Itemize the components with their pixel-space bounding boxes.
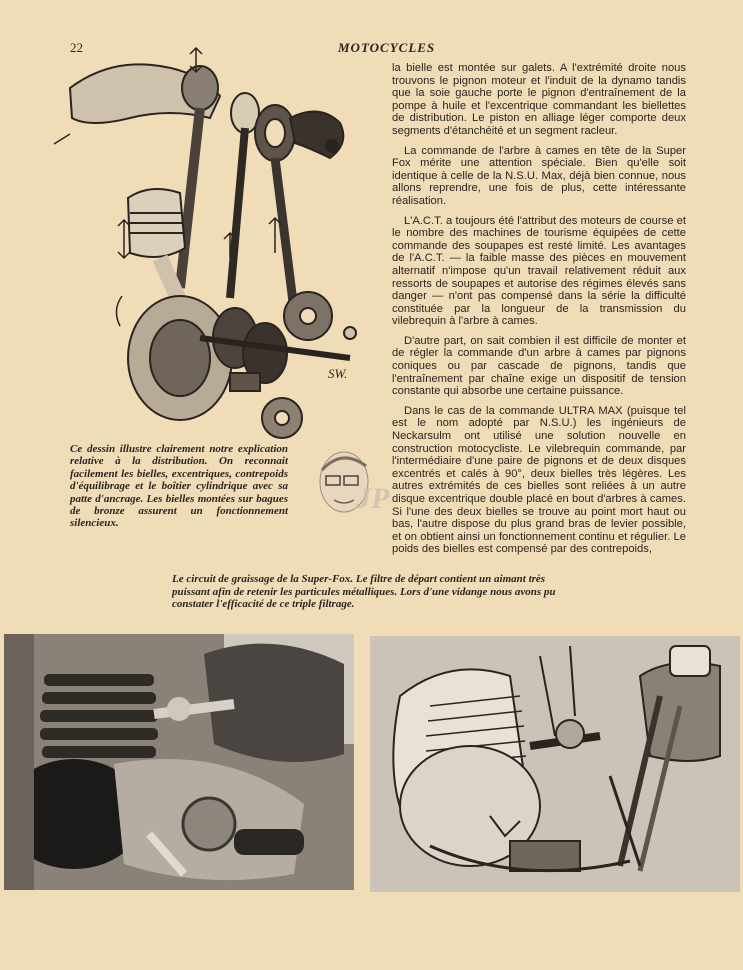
lubrication-circuit-drawing xyxy=(370,636,740,892)
engine-photo xyxy=(4,634,354,890)
page-number: 22 xyxy=(70,40,83,55)
article-paragraph: La commande de l'arbre à cames en tête de la Super Fox mérite une attention spéciale. Bien qu'elle soit identique à celle de la N.S.U. Max, déjà bien connue, nous allons reprendre, une fois de plus, cette intéressante réalisation. xyxy=(392,144,686,207)
article-paragraph: la bielle est montée sur galets. A l'extrémité droite nous trouvons le pignon moteur et l'induit de la dynamo tandis que la soie gauche porte le pignon d'entraînement de la pompe à huile et l'excentrique commandant les biellettes de distribution. Le piston en alliage léger comporte deux segments d'étanchéité et un segment racleur. xyxy=(392,62,686,137)
distribution-exploded-drawing xyxy=(50,48,380,436)
lubrication-circuit-caption: Le circuit de graissage de la Super-Fox. Le filtre de départ contient un aimant très puissant afin de retenir les particules métalliques. Lors d'une vidange nous avons pu constater l'efficacité de ce triple filtrage. xyxy=(172,573,556,611)
article-body xyxy=(392,62,686,563)
article-paragraph: L'A.C.T. a toujours été l'attribut des moteurs de course et le nombre des machines de tourisme équipées de cette commande des soupapes est resté limité. Les avantages de l'A.C.T. — la faible masse des pièces en mouvement alternatif n'impose qu'un travail relativement réduit aux ressorts de soupapes et autorise des régimes élevés sans danger — n'ont pas compensé dans la série la difficulté constituée par la longueur de la transmission du vilebrequin à l'arbre à cames. xyxy=(392,214,686,328)
watermark-logo: JP xyxy=(356,482,390,515)
running-title: MOTOCYCLES xyxy=(338,40,436,55)
article-paragraph: Dans le cas de la commande ULTRA MAX (puisque tel est le nom adopté par N.S.U.) les ingénieurs de Neckarsulm ont utilisé une solution nouvelle en construction motocycliste. Le vilebrequin commande, par l'intermédiaire d'une paire de pignons et de deux disques excentrés et calés à 90°, deux bielles très légères. Les autres extrémités de ces bielles sont reliées à un autre disque excentrique double placé en bout d'arbres à cames. Si l'une des deux bielles se trouve au point mort haut ou bas, l'autre dispose du plus grand bras de levier possible, et on obtient ainsi un fonctionnement continu et régulier. Le poids des bielles est compensé par des contrepoids, xyxy=(392,404,686,556)
distribution-drawing-caption: Ce dessin illustre clairement notre explication relative à la distribution. On reconnait facilement les bielles, excentriques, contrepoids d'équilibrage et le boîtier cylindrique avec sa patte d'ancrage. Les bielles montées sur bagues de bronze assurent un fonctionnement silencieux. xyxy=(70,443,288,530)
article-paragraph: D'autre part, on sait combien il est difficile de monter et de régler la commande d'un arbre à cames par pignons coniques ou par cascade de pignons, tandis que l'entraînement par chaîne exige un dispositif de tension constante qui absorbe une certaine puissance. xyxy=(392,334,686,398)
portrait-watermark xyxy=(312,442,390,526)
drawing-signature: SW. xyxy=(328,366,348,381)
